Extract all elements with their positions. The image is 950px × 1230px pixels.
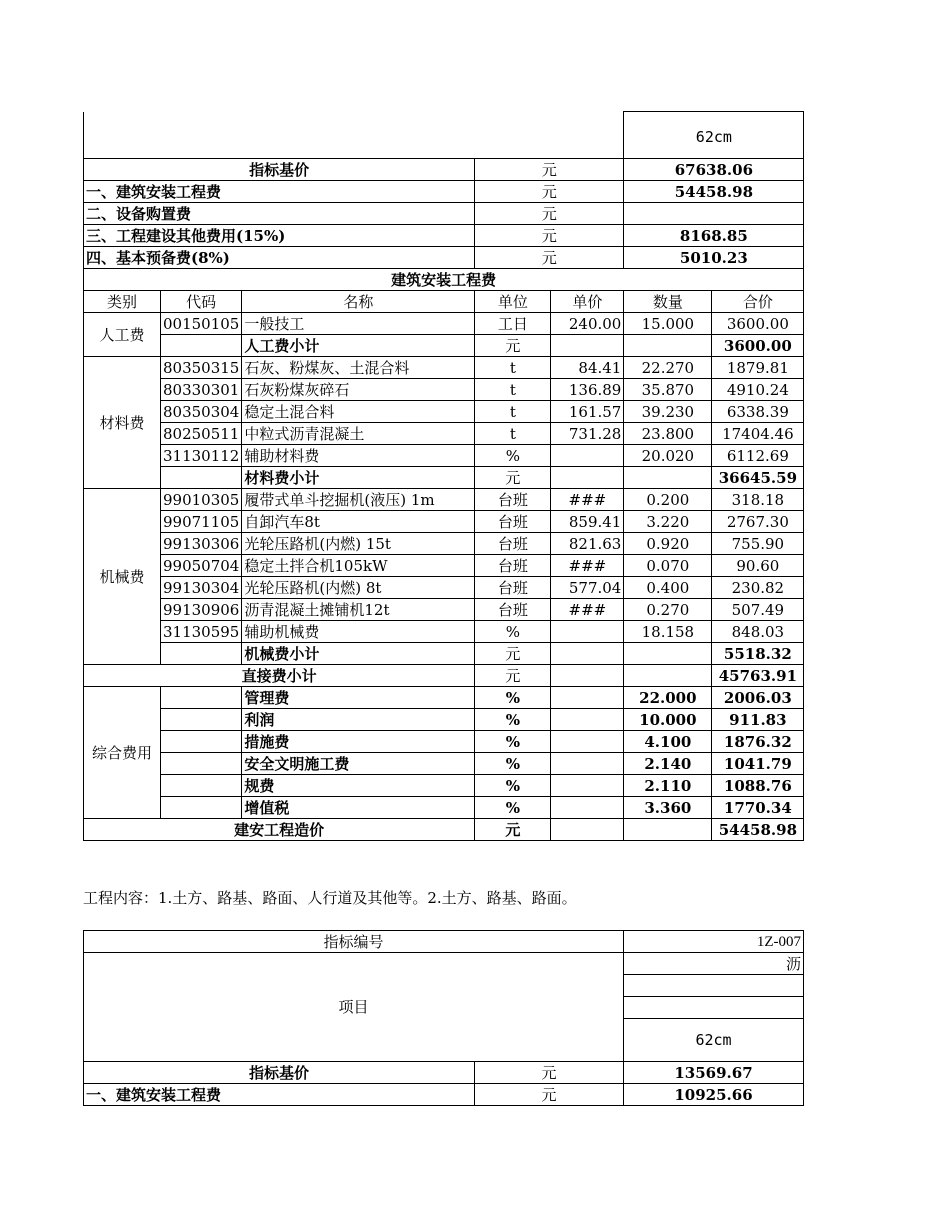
summary-row: 指标基价 元 13569.67 bbox=[84, 1062, 804, 1084]
cost-table-bottom bbox=[83, 930, 804, 1106]
header-partial: 沥 bbox=[624, 953, 804, 975]
table-row: 综合费用 管理费 % 22.000 2006.03 bbox=[84, 687, 804, 709]
col-header: 单价 bbox=[551, 291, 624, 313]
table-row: 措施费 % 4.100 1876.32 bbox=[84, 731, 804, 753]
table-row: 规费 % 2.110 1088.76 bbox=[84, 775, 804, 797]
table-row: 80350304 稳定土混合料 t 161.57 39.230 6338.39 bbox=[84, 401, 804, 423]
header-spec: 62cm bbox=[624, 1019, 804, 1062]
summary-row: 四、基本预备费(8%) 元 5010.23 bbox=[84, 247, 804, 269]
header-blank bbox=[624, 997, 804, 1019]
table-row: 材料费 80350315 石灰、粉煤灰、土混合料 t 84.41 22.270 1879.81 bbox=[84, 357, 804, 379]
column-header-row bbox=[84, 291, 804, 313]
subtotal-row: 材料费小计 元 36645.59 bbox=[84, 467, 804, 489]
table-row: 31130112 辅助材料费 % 20.020 6112.69 bbox=[84, 445, 804, 467]
subtotal-row: 人工费小计 元 3600.00 bbox=[84, 335, 804, 357]
header-blank bbox=[84, 112, 624, 159]
table-row: 利润 % 10.000 911.83 bbox=[84, 709, 804, 731]
table-row: 99050704 稳定土拌合机105kW 台班 ### 0.070 90.60 bbox=[84, 555, 804, 577]
grand-total-row: 建安工程造价 元 54458.98 bbox=[84, 819, 804, 841]
section-title: 建筑安装工程费 bbox=[84, 269, 804, 291]
table-row: 80250511 中粒式沥青混凝土 t 731.28 23.800 17404.46 bbox=[84, 423, 804, 445]
col-header: 单位 bbox=[475, 291, 551, 313]
subtotal-row: 直接费小计 元 45763.91 bbox=[84, 665, 804, 687]
table-row: 机械费 99010305 履带式单斗挖掘机(液压) 1m 台班 ### 0.200 318.18 bbox=[84, 489, 804, 511]
col-header: 合价 bbox=[712, 291, 804, 313]
summary-row: 指标基价 元 67638.06 bbox=[84, 159, 804, 181]
table-row: 80330301 石灰粉煤灰碎石 t 136.89 35.870 4910.24 bbox=[84, 379, 804, 401]
cost-table-top bbox=[83, 111, 804, 841]
col-header: 数量 bbox=[624, 291, 712, 313]
col-header: 名称 bbox=[242, 291, 475, 313]
summary-row: 一、建筑安装工程费 元 10925.66 bbox=[84, 1084, 804, 1106]
table-row: 安全文明施工费 % 2.140 1041.79 bbox=[84, 753, 804, 775]
index-label: 指标编号 bbox=[84, 931, 624, 953]
group-label-machine: 机械费 bbox=[84, 489, 161, 665]
group-label-labor: 人工费 bbox=[84, 313, 161, 357]
header-blank bbox=[624, 975, 804, 997]
summary-row: 二、设备购置费 元 bbox=[84, 203, 804, 225]
col-header: 类别 bbox=[84, 291, 161, 313]
project-content-note: 工程内容：1.土方、路基、路面、人行道及其他等。2.土方、路基、路面。 bbox=[83, 889, 577, 907]
table-row: 31130595 辅助机械费 % 18.158 848.03 bbox=[84, 621, 804, 643]
table-row: 99130906 沥青混凝土摊铺机12t 台班 ### 0.270 507.49 bbox=[84, 599, 804, 621]
index-value: 1Z-007 bbox=[624, 931, 804, 953]
subtotal-row: 机械费小计 元 5518.32 bbox=[84, 643, 804, 665]
item-label: 项目 bbox=[84, 953, 624, 1062]
table-row: 99130306 光轮压路机(内燃) 15t 台班 821.63 0.920 755.90 bbox=[84, 533, 804, 555]
col-header: 代码 bbox=[161, 291, 242, 313]
table-row: 99071105 自卸汽车8t 台班 859.41 3.220 2767.30 bbox=[84, 511, 804, 533]
header-spec: 62cm bbox=[624, 112, 804, 159]
group-label-material: 材料费 bbox=[84, 357, 161, 489]
table-row: 99130304 光轮压路机(内燃) 8t 台班 577.04 0.400 230.82 bbox=[84, 577, 804, 599]
table-row: 人工费 00150105 一般技工 工日 240.00 15.000 3600.00 bbox=[84, 313, 804, 335]
table-row: 增值税 % 3.360 1770.34 bbox=[84, 797, 804, 819]
group-label-combined: 综合费用 bbox=[84, 687, 161, 819]
summary-row: 一、建筑安装工程费 元 54458.98 bbox=[84, 181, 804, 203]
summary-row: 三、工程建设其他费用(15%) 元 8168.85 bbox=[84, 225, 804, 247]
